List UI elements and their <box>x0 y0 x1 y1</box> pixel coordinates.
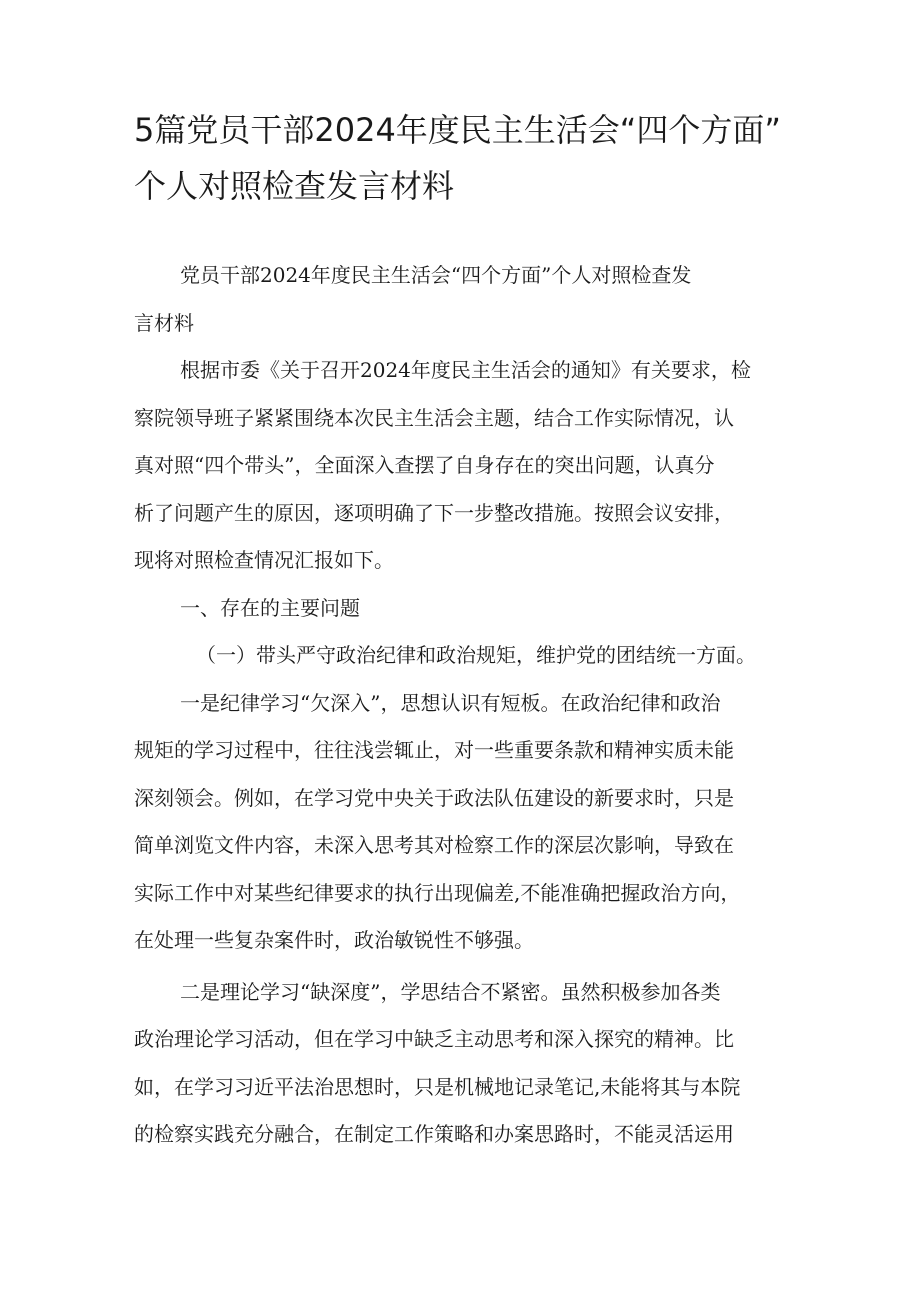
text-line: 二是理论学习“缺深度”，学思结合不紧密。虽然积极参加各类 <box>180 979 721 1004</box>
text-line: 深刻领会。例如，在学习党中央关于政法队伍建设的新要求时，只是 <box>134 785 734 810</box>
text-line: 在处理一些复杂案件时，政治敏锐性不够强。 <box>134 928 534 952</box>
text-line: 实际工作中对某些纪律要求的执行出现偏差,不能准确把握政治方向， <box>134 880 741 905</box>
text-line: （一）带头严守政治纪律和政治规矩，维护党的团结统一方面。 <box>196 643 756 667</box>
text-line: 如，在学习习近平法治思想时，只是机械地记录笔记,未能将其与本院 <box>134 1074 741 1099</box>
section-heading <box>134 585 794 633</box>
text-line: 的检察实践充分融合，在制定工作策略和办案思路时，不能灵活运用 <box>134 1122 734 1146</box>
paragraph-subtitle <box>134 252 794 347</box>
text-line: 言材料 <box>134 310 194 335</box>
document-body <box>134 252 794 1159</box>
text-line: 一、存在的主要问题 <box>180 595 360 620</box>
text-line: 根据市委《关于召开2024年度民主生活会的通知》有关要求，检 <box>180 358 751 382</box>
title-line-2: 个人对照检查发言材料 <box>134 167 455 205</box>
text-line: 党员干部2024年度民主生活会“四个方面”个人对照检查发 <box>180 263 692 287</box>
document-title <box>134 102 794 214</box>
text-line: 政治理论学习活动，但在学习中缺乏主动思考和深入探究的精神。比 <box>134 1027 734 1051</box>
text-line: 规矩的学习过程中，往往浅尝辄止，对一些重要条款和精神实质未能 <box>134 738 734 762</box>
paragraph-point-2 <box>134 969 794 1159</box>
paragraph-intro <box>134 347 794 585</box>
subsection-heading <box>134 632 794 680</box>
paragraph-point-1 <box>134 680 794 965</box>
title-line-1: 5篇党员干部2024年度民主生活会“四个方面” <box>134 111 781 149</box>
text-line: 析了问题产生的原因，逐项明确了下一步整改措施。按照会议安排， <box>134 500 734 525</box>
text-line: 真对照“四个带头”，全面深入查摆了自身存在的突出问题，认真分 <box>134 453 715 477</box>
text-line: 简单浏览文件内容，未深入思考其对检察工作的深层次影响，导致在 <box>134 833 734 857</box>
text-line: 一是纪律学习“欠深入”，思想认识有短板。在政治纪律和政治 <box>180 690 721 715</box>
text-line: 现将对照检查情况汇报如下。 <box>134 548 394 572</box>
text-line: 察院领导班子紧紧围绕本次民主生活会主题，结合工作实际情况，认 <box>134 405 734 430</box>
